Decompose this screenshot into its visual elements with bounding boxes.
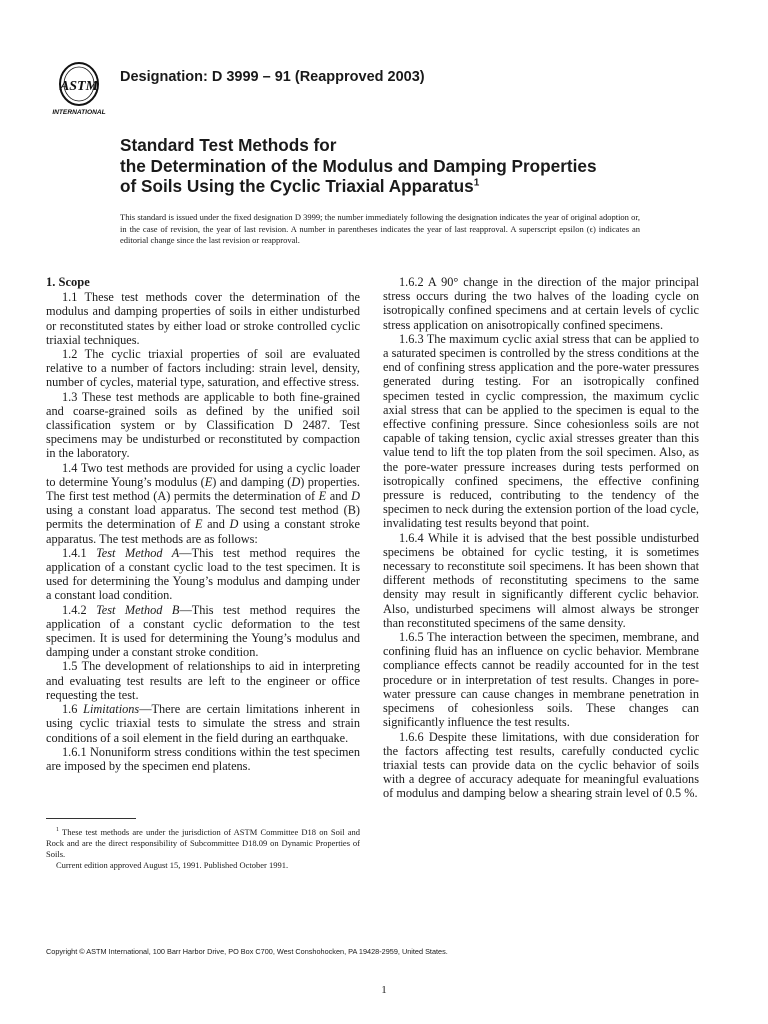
paragraph-1-4-1: 1.4.1 Test Method A—This test method requires the application of a constant cyclic load to the test specimen. It is used for determining the Young’s modulus and damping under a constant load condition.	[46, 545, 361, 603]
paragraph-1-6-5: 1.6.5 The interaction between the specimen, membrane, and confining fluid has an influence on cyclic behavior. Membrane compliance effects cannot be readily accounted for in the test procedure or in interpretation of test results. Changes in pore-water pressure can cause changes in membrane penetration in specimens of cohesionless soils. These changes can significantly influence the test results.	[383, 630, 699, 730]
paragraph-1-6-1: 1.6.1 Nonuniform stress conditions within the test specimen are imposed by the specimen end platens.	[46, 744, 360, 773]
footnote-1: $^1$ These test methods are under the jurisdiction of ASTM Committee D18 on Soil and Rock and are the direct responsibility of Subcommittee D18.09 on Dynamic Properties of Soils.	[46, 826, 360, 859]
paragraph-1-2: 1.2 The cyclic triaxial properties of soil are evaluated relative to a number of factors including: strain level, density, number of cycles, material type, saturation, and effective stress.	[46, 347, 360, 390]
footnotes	[46, 825, 360, 871]
paragraph-1-6-3: 1.6.3 The maximum cyclic axial stress that can be applied to a saturated specimen is controlled by the stress conditions at the end of confining stress application and the pore-water pressures generated during testing. For an isotropically confined specimen tested in cyclic compression, the maximum cyclic axial stress that can be applied to the specimen is equal to the effective confining pressure. Since cohesionless soils are not capable of taking tension, cyclic axial stresses greater than this value tend to lift the top platen from the soil specimen. Also, as the pore-water pressure increases during tests performed on isotropically confined specimens, the effective confining pressure is reduced, contributing to the tendency of the specimen to neck during the extension portion of the load cycle, invalidating test results beyond that point.	[383, 331, 699, 531]
copyright-line: Copyright © ASTM International, 100 Barr Harbor Drive, PO Box C700, West Conshohocken, PA 19428-2959, United States.	[46, 947, 448, 956]
left-column	[46, 275, 360, 773]
svg-text:INTERNATIONAL: INTERNATIONAL	[52, 109, 106, 116]
footnote-rule	[46, 818, 136, 819]
paragraph-1-1: 1.1 These test methods cover the determination of the modulus and damping properties of soils in either undisturbed or reconstituted states by either load or stroke controlled cyclic triaxial techniques.	[46, 290, 360, 347]
title-line-2: the Determination of the Modulus and Damping Properties	[120, 155, 597, 176]
title-line-3: of Soils Using the Cyclic Triaxial Apparatus$^1$	[120, 176, 480, 196]
paragraph-1-6-4: 1.6.4 While it is advised that the best possible undisturbed specimens be obtained for cyclic testing, it is sometimes necessary to reconstitute soil specimens. It has been shown that different methods of reconstituting specimens to the same density may result in significantly different cyclic behavior. Also, undisturbed specimens will almost always be stronger than reconstituted specimens of the same density.	[383, 530, 699, 630]
paragraph-1-3: 1.3 These test methods are applicable to both fine-grained and coarse-grained soils as defined by the unified soil classification system or by Classification D 2487. Test specimens may be undisturbed or reconstituted by compaction in the laboratory.	[46, 389, 360, 461]
standard-notice: This standard is issued under the fixed designation D 3999; the number immediately following the designation indicates the year of original adoption or, in the case of revision, the year of last revision. A number in parentheses indicates the year of last reapproval. A superscript epsilon (ϵ) indicates an editorial change since the last revision or reapproval.	[120, 212, 640, 245]
page-number: 1	[381, 984, 387, 996]
paragraph-1-4: 1.4 Two test methods are provided for using a cyclic loader to determine Young’s modulus (E) and damping (D) properties. The first test method (A) permits the determination of E and D using a constant load apparatus. The second test method (B) permits the determination of E and D using a constant stroke apparatus. The test methods are as follows:	[46, 460, 361, 546]
document-title	[120, 135, 730, 197]
title-footnote-mark: 1	[473, 177, 480, 189]
paragraph-1-4-2: 1.4.2 Test Method B—This test method requires the application of a constant cyclic deformation to the test specimen. It is used for determining the Young’s modulus and damping under a constant stroke condition.	[46, 602, 361, 660]
section-heading-scope: 1. Scope	[46, 275, 90, 289]
footnote-edition: Current edition approved August 15, 1991. Published October 1991.	[56, 859, 289, 870]
title-line-1: Standard Test Methods for	[120, 135, 337, 155]
astm-logo	[45, 60, 113, 118]
designation: Designation: D 3999 – 91 (Reapproved 2003)	[120, 69, 425, 85]
paragraph-1-6-6: 1.6.6 Despite these limitations, with due consideration for the factors affecting test results, carefully conducted cyclic triaxial tests can provide data on the cyclic behavior of soils with a degree of accuracy adequate for meaningful evaluations of modulus and damping below a shearing strain level of 0.5 %.	[383, 729, 699, 801]
right-column	[383, 275, 699, 801]
paragraph-1-5: 1.5 The development of relationships to aid in interpreting and evaluating test results are left to the engineer or office requesting the test.	[46, 659, 360, 702]
paragraph-1-6: 1.6 Limitations—There are certain limitations inherent in using cyclic triaxial tests to simulate the stress and strain conditions of a soil element in the field during an earthquake.	[46, 702, 360, 745]
svg-text:ASTM: ASTM	[59, 79, 99, 94]
paragraph-1-6-2: 1.6.2 A 90° change in the direction of the major principal stress occurs during the two halves of the loading cycle on isotropically confined specimens and at certain levels of cyclic stress application on anisotropically confined specimens.	[383, 275, 699, 332]
